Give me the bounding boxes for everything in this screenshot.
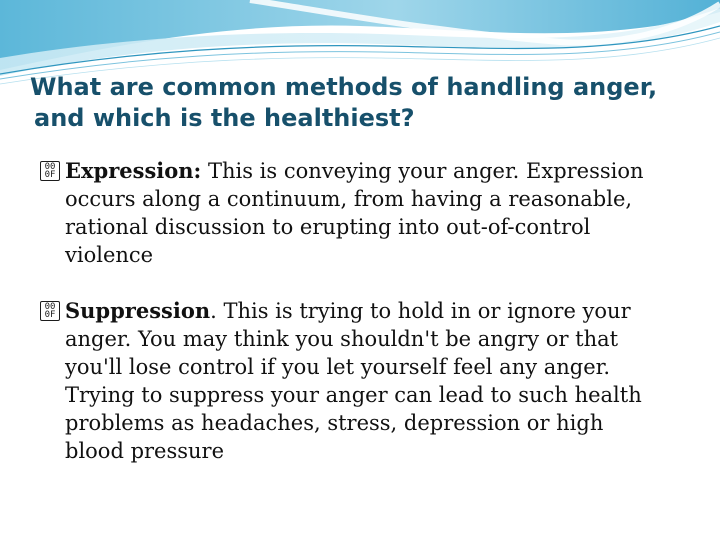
bullet-line: Trying to suppress your anger can lead to such health: [65, 383, 642, 407]
bullet-line: rational discussion to erupting into out-of-control: [65, 215, 591, 239]
slide-title: [30, 72, 690, 134]
bullet-line: blood pressure: [65, 439, 225, 463]
missing-glyph-icon: 00 0F: [40, 301, 60, 321]
bullet-line: you'll lose control if you let yourself feel any anger.: [65, 355, 611, 379]
bullet-line: anger. You may think you shouldn't be angry or that: [65, 327, 619, 351]
bullet-lead: Suppression: [65, 298, 211, 323]
bullet-suppression: [40, 297, 700, 465]
bullet-line: [65, 157, 700, 185]
bullet-line: violence: [65, 243, 154, 267]
bullet-list: [40, 157, 700, 465]
bullet-lead: Expression:: [65, 158, 202, 183]
missing-glyph-icon: 00 0F: [40, 161, 60, 181]
bullet-text: This is conveying your anger. Expression: [201, 159, 644, 183]
bullet-expression: [40, 157, 700, 269]
bullet-text: . This is trying to hold in or ignore your: [210, 299, 631, 323]
title-line-2: and which is the healthiest?: [34, 104, 415, 132]
bullet-line: problems as headaches, stress, depression or high: [65, 411, 604, 435]
bullet-line: [65, 297, 700, 325]
bullet-line: occurs along a continuum, from having a reasonable,: [65, 187, 633, 211]
title-line-1: What are common methods of handling anger,: [30, 73, 658, 101]
